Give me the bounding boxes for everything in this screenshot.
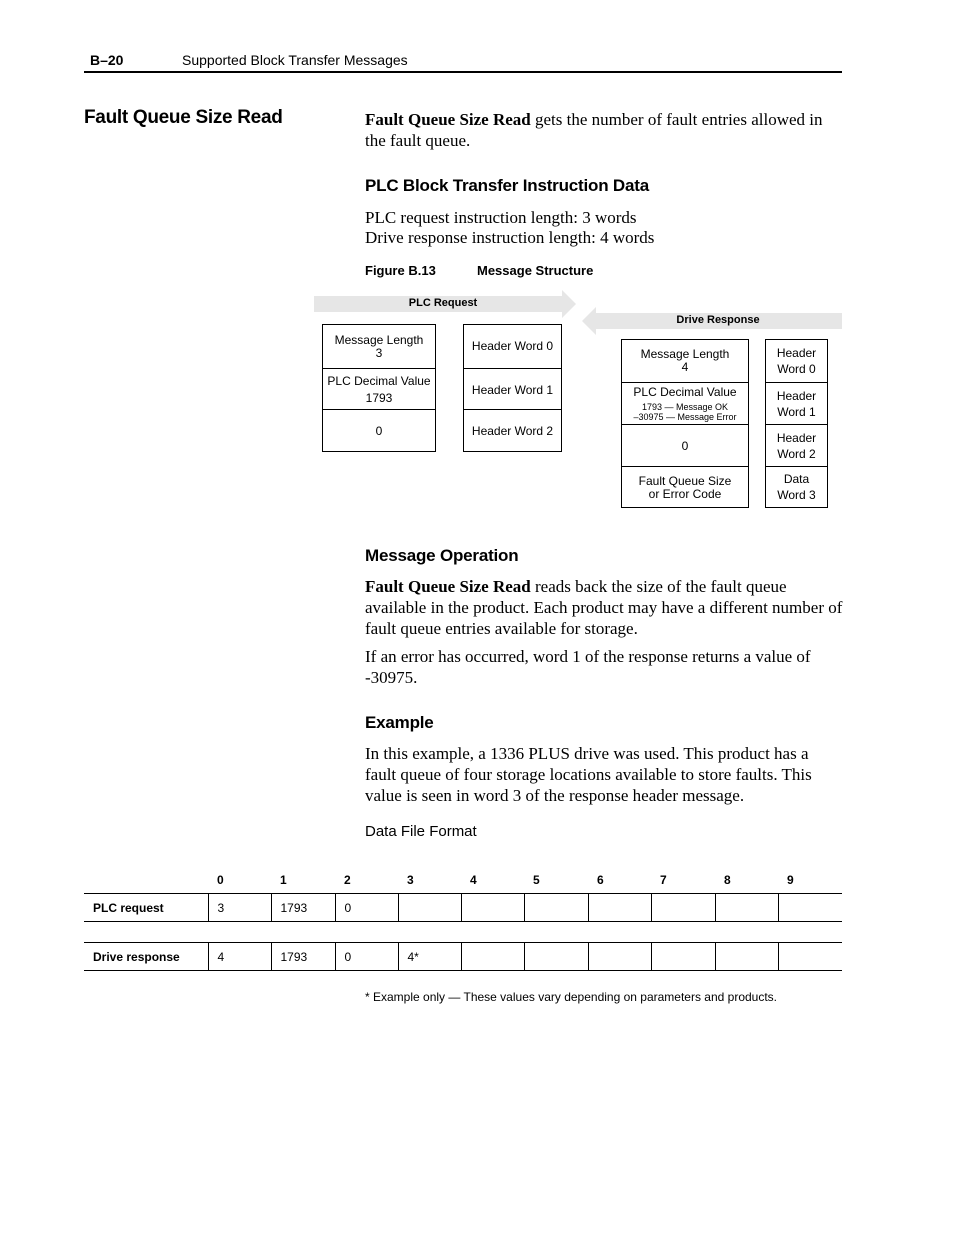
drive-fault-cell xyxy=(622,466,748,508)
page-number: B–20 xyxy=(90,52,124,68)
drive-data-word-3-l2: Word 3 xyxy=(777,488,816,502)
example-paragraph: In this example, a 1336 PLUS drive was used. This product has a fault queue of four storage locations available to store faults. This value is seen in word 3 of the response header message. xyxy=(365,744,812,805)
table-cell xyxy=(715,943,778,971)
table-col-header: 5 xyxy=(533,872,540,887)
plc-request-label: PLC Request xyxy=(408,297,478,309)
drive-header-word-0-l2: Word 0 xyxy=(777,361,816,376)
table-cell: 0 xyxy=(335,943,398,971)
table-cell xyxy=(461,894,524,922)
plc-msg-length-title: Message Length xyxy=(334,332,424,347)
drive-data-word-3 xyxy=(766,466,827,508)
table-row xyxy=(84,943,842,971)
drive-zero-value: 0 xyxy=(681,438,689,453)
header-rule xyxy=(84,71,842,73)
table-header-row xyxy=(84,866,842,894)
drive-fault-line-1: Fault Queue Size xyxy=(638,473,732,488)
operation-bold: Fault Queue Size Read xyxy=(365,577,531,596)
plc-header-word-2-label: Header Word 2 xyxy=(471,423,554,438)
plc-decimal-value: 1793 xyxy=(365,391,393,405)
intro-paragraph xyxy=(365,109,843,151)
plc-zero-value: 0 xyxy=(375,423,383,438)
operation-paragraph-1 xyxy=(365,576,843,639)
table-col-header: 8 xyxy=(724,872,731,887)
table-cell: 4 xyxy=(208,943,271,971)
plc-header-word-0-label: Header Word 0 xyxy=(471,339,554,353)
table-cell xyxy=(715,894,778,922)
table-spacer-cell xyxy=(84,922,842,943)
table-cell xyxy=(778,943,842,971)
example-heading: Example xyxy=(365,713,434,732)
drive-header-word-0-l1: Header xyxy=(776,345,817,360)
plc-header-word-1-label: Header Word 1 xyxy=(471,382,554,397)
section-heading: Fault Queue Size Read xyxy=(84,107,283,128)
drive-msg-length-cell xyxy=(622,340,748,382)
table-col-header: 1 xyxy=(280,872,287,887)
table-cell: 3 xyxy=(208,894,271,922)
data-file-format-label: Data File Format xyxy=(365,823,477,840)
response-length-text: Drive response instruction length: 4 words xyxy=(365,228,655,247)
table-cell xyxy=(398,894,461,922)
table-header-empty xyxy=(84,866,208,894)
table-cell xyxy=(588,943,651,971)
table-cell: 0 xyxy=(335,894,398,922)
table-cell xyxy=(461,943,524,971)
plc-header-word-2 xyxy=(464,409,561,452)
drive-fault-line-2: or Error Code xyxy=(648,486,722,501)
table-cell: 4* xyxy=(398,943,461,971)
figure-title: Message Structure xyxy=(477,263,594,278)
table-col-header: 2 xyxy=(344,872,351,887)
drive-response-headers-box xyxy=(765,339,828,508)
drive-decimal-title: PLC Decimal Value xyxy=(633,385,737,399)
table-row xyxy=(84,894,842,922)
drive-response-label: Drive Response xyxy=(676,314,760,326)
drive-response-values-box xyxy=(621,339,749,508)
table-spacer-row xyxy=(84,922,842,943)
drive-decimal-note-ok: 1793 — Message OK xyxy=(641,402,729,412)
row-label-plc-request: PLC request xyxy=(84,894,208,922)
plc-msg-length-value: 3 xyxy=(375,345,383,360)
table-cell: 1793 xyxy=(271,894,335,922)
drive-header-word-2 xyxy=(766,424,827,467)
drive-header-word-0 xyxy=(766,340,827,382)
figure-label: Figure B.13 xyxy=(365,263,436,278)
plc-request-headers-box xyxy=(463,324,562,452)
table-cell xyxy=(651,894,715,922)
plc-header-word-1 xyxy=(464,368,561,411)
drive-header-word-2-l1: Header xyxy=(776,430,817,445)
plc-decimal-title: PLC Decimal Value xyxy=(327,374,431,388)
operation-text: reads back the size of the fault queue available in the product. Each product may have a different number of fault queue entries available for storage. xyxy=(365,577,843,638)
plc-decimal-cell xyxy=(323,368,435,411)
plc-request-values-box xyxy=(322,324,436,452)
plc-zero-cell xyxy=(323,409,435,452)
drive-msg-length-value: 4 xyxy=(681,360,689,374)
drive-zero-cell xyxy=(622,424,748,467)
table-col-header: 0 xyxy=(217,872,224,887)
row-label-drive-response: Drive response xyxy=(84,943,208,971)
table-col-header: 7 xyxy=(660,872,667,887)
table-cell xyxy=(524,943,588,971)
footnote: * Example only — These values vary depending on parameters and products. xyxy=(365,990,778,1004)
plc-msg-length-cell xyxy=(323,325,435,368)
running-title: Supported Block Transfer Messages xyxy=(182,52,408,68)
drive-header-word-1-l2: Word 1 xyxy=(777,404,816,419)
table-cell xyxy=(651,943,715,971)
drive-data-word-3-l1: Data xyxy=(783,472,810,486)
drive-header-word-1-l1: Header xyxy=(776,388,817,403)
drive-decimal-note-error: –30975 — Message Error xyxy=(633,412,737,422)
table-col-header: 6 xyxy=(597,872,604,887)
operation-heading: Message Operation xyxy=(365,546,519,565)
drive-header-word-2-l2: Word 2 xyxy=(777,446,816,461)
table-col-header: 4 xyxy=(470,872,477,887)
table-cell xyxy=(524,894,588,922)
table-cell xyxy=(778,894,842,922)
table-cell: 1793 xyxy=(271,943,335,971)
plc-header-word-0 xyxy=(464,325,561,368)
table-col-header: 3 xyxy=(407,872,414,887)
data-file-table xyxy=(84,866,842,971)
intro-bold: Fault Queue Size Read xyxy=(365,110,531,129)
operation-paragraph-2: If an error has occurred, word 1 of the response returns a value of -30975. xyxy=(365,647,811,687)
request-length-text: PLC request instruction length: 3 words xyxy=(365,208,637,227)
drive-decimal-cell xyxy=(622,382,748,425)
drive-msg-length-title: Message Length xyxy=(640,347,730,361)
plc-data-heading: PLC Block Transfer Instruction Data xyxy=(365,176,649,195)
intro-text: gets the number of fault entries allowed in the fault queue. xyxy=(365,110,823,150)
drive-header-word-1 xyxy=(766,382,827,425)
table-col-header: 9 xyxy=(787,872,794,887)
table-cell xyxy=(588,894,651,922)
